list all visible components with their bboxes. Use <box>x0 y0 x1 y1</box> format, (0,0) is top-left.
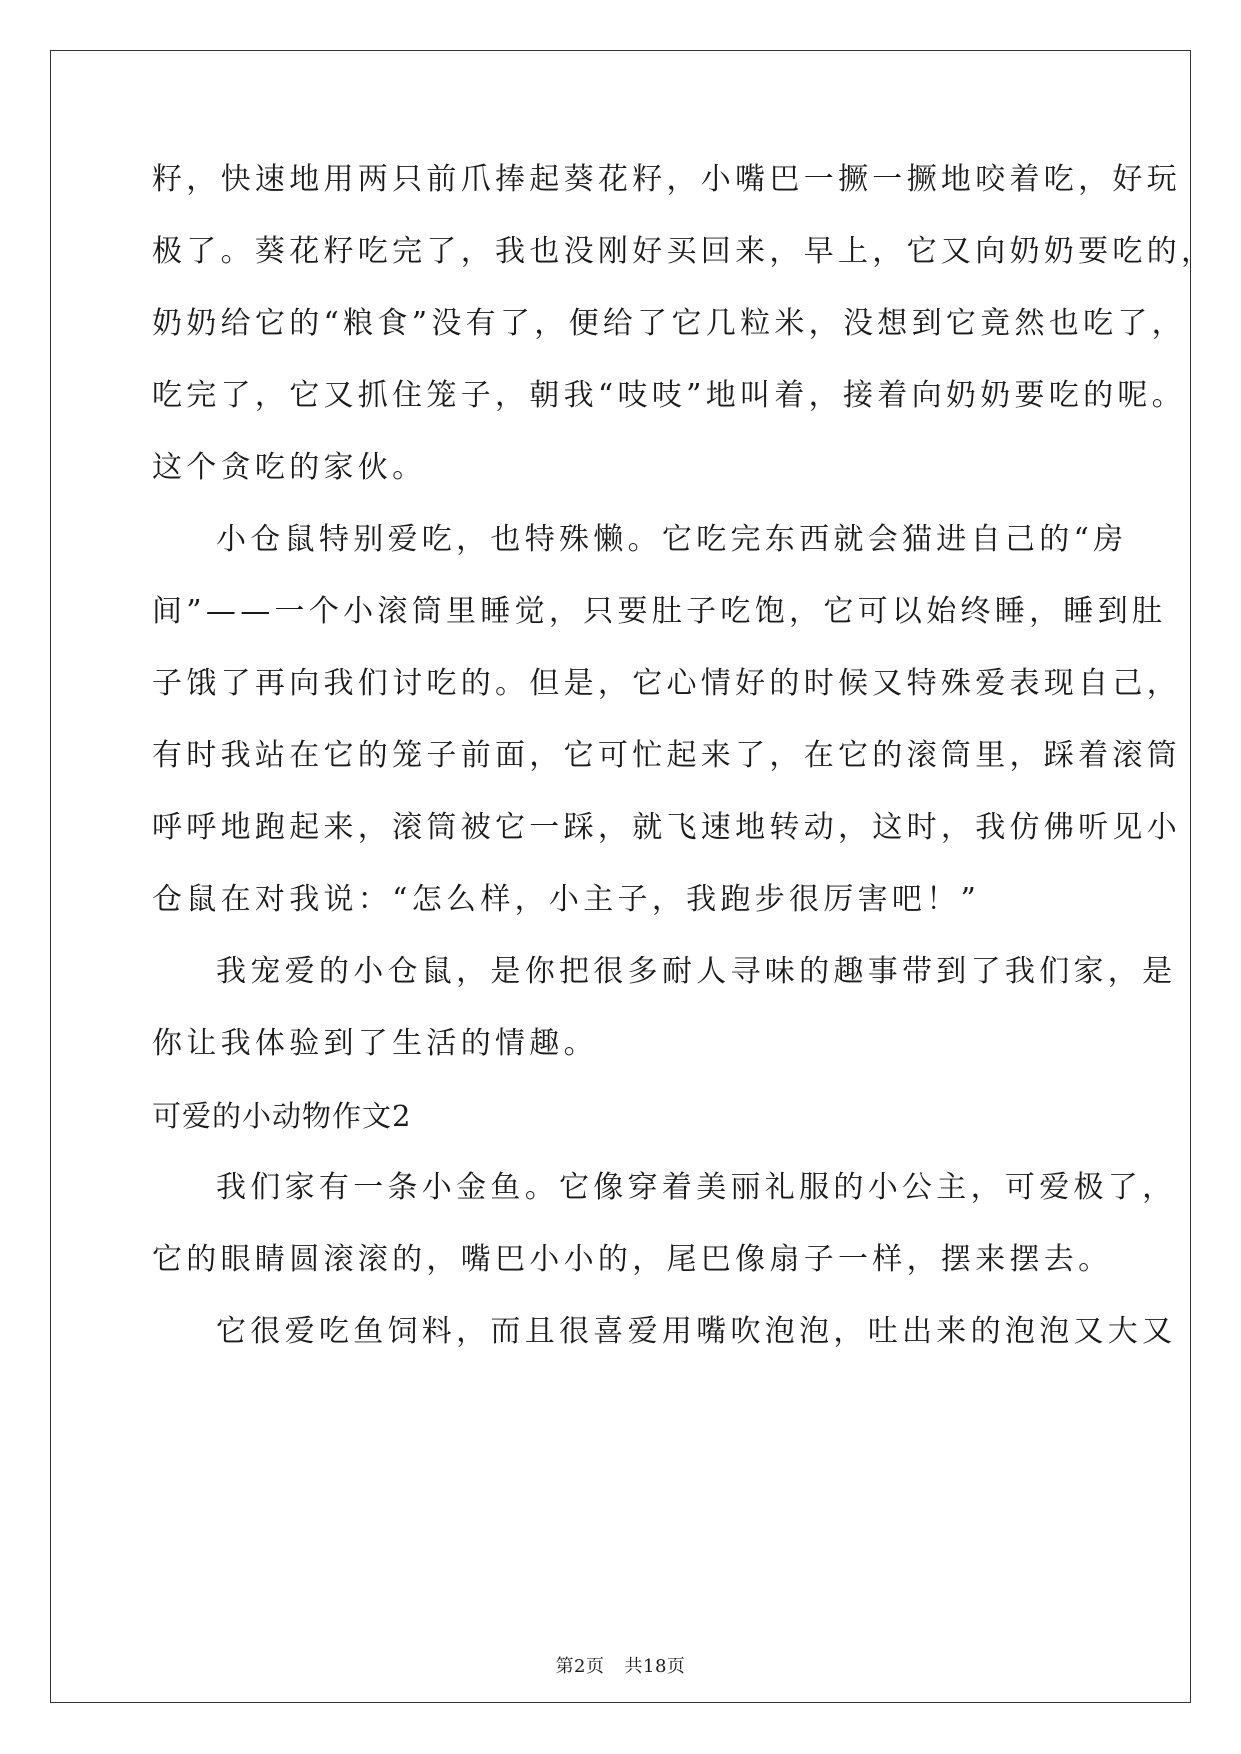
text-line: 吃完了，它又抓住笼子，朝我“吱吱”地叫着，接着向奶奶要吃的呢。 <box>152 378 1186 413</box>
text-line: 仓鼠在对我说：“怎么样，小主子，我跑步很厉害吧！” <box>152 882 981 917</box>
text-line: 籽，快速地用两只前爪捧起葵花籽，小嘴巴一撅一撅地咬着吃，好玩 <box>152 162 1181 197</box>
page-border <box>50 50 1191 1703</box>
text-line: 子饿了再向我们讨吃的。但是，它心情好的时候又特殊爱表现自己， <box>152 666 1181 701</box>
page-footer <box>0 1652 1241 1678</box>
text-line: 呼呼地跑起来，滚筒被它一踩，就飞速地转动，这时，我仿佛听见小 <box>152 810 1181 845</box>
text-line: 它的眼睛圆滚滚的，嘴巴小小的，尾巴像扇子一样，摆来摆去。 <box>152 1242 1113 1277</box>
text-line: 你让我体验到了生活的情趣。 <box>152 1026 598 1061</box>
paragraph-start-line: 我宠爱的小仓鼠，是你把很多耐人寻味的趣事带到了我们家，是 <box>216 954 1177 989</box>
text-line: 极了。葵花籽吃完了，我也没刚好买回来，早上，它又向奶奶要吃的， <box>152 234 1216 269</box>
paragraph-start-line: 它很爱吃鱼饲料，而且很喜爱用嘴吹泡泡，吐出来的泡泡又大又 <box>216 1314 1177 1349</box>
section-heading: 可爱的小动物作文2 <box>152 1099 412 1133</box>
text-line: 奶奶给它的“粮食”没有了，便给了它几粒米，没想到它竟然也吃了， <box>152 306 1186 341</box>
page-total: 共18页 <box>624 1656 686 1677</box>
text-line: 间”——一个小滚筒里睡觉，只要肚子吃饱，它可以始终睡，睡到肚 <box>152 594 1167 629</box>
page-number: 第2页 <box>555 1656 605 1677</box>
text-line: 这个贪吃的家伙。 <box>152 450 427 485</box>
paragraph-start-line: 我们家有一条小金鱼。它像穿着美丽礼服的小公主，可爱极了， <box>216 1170 1177 1205</box>
text-line: 有时我站在它的笼子前面，它可忙起来了，在它的滚筒里，踩着滚筒 <box>152 738 1181 773</box>
paragraph-start-line: 小仓鼠特别爱吃，也特殊懒。它吃完东西就会猫进自己的“房 <box>216 522 1128 557</box>
